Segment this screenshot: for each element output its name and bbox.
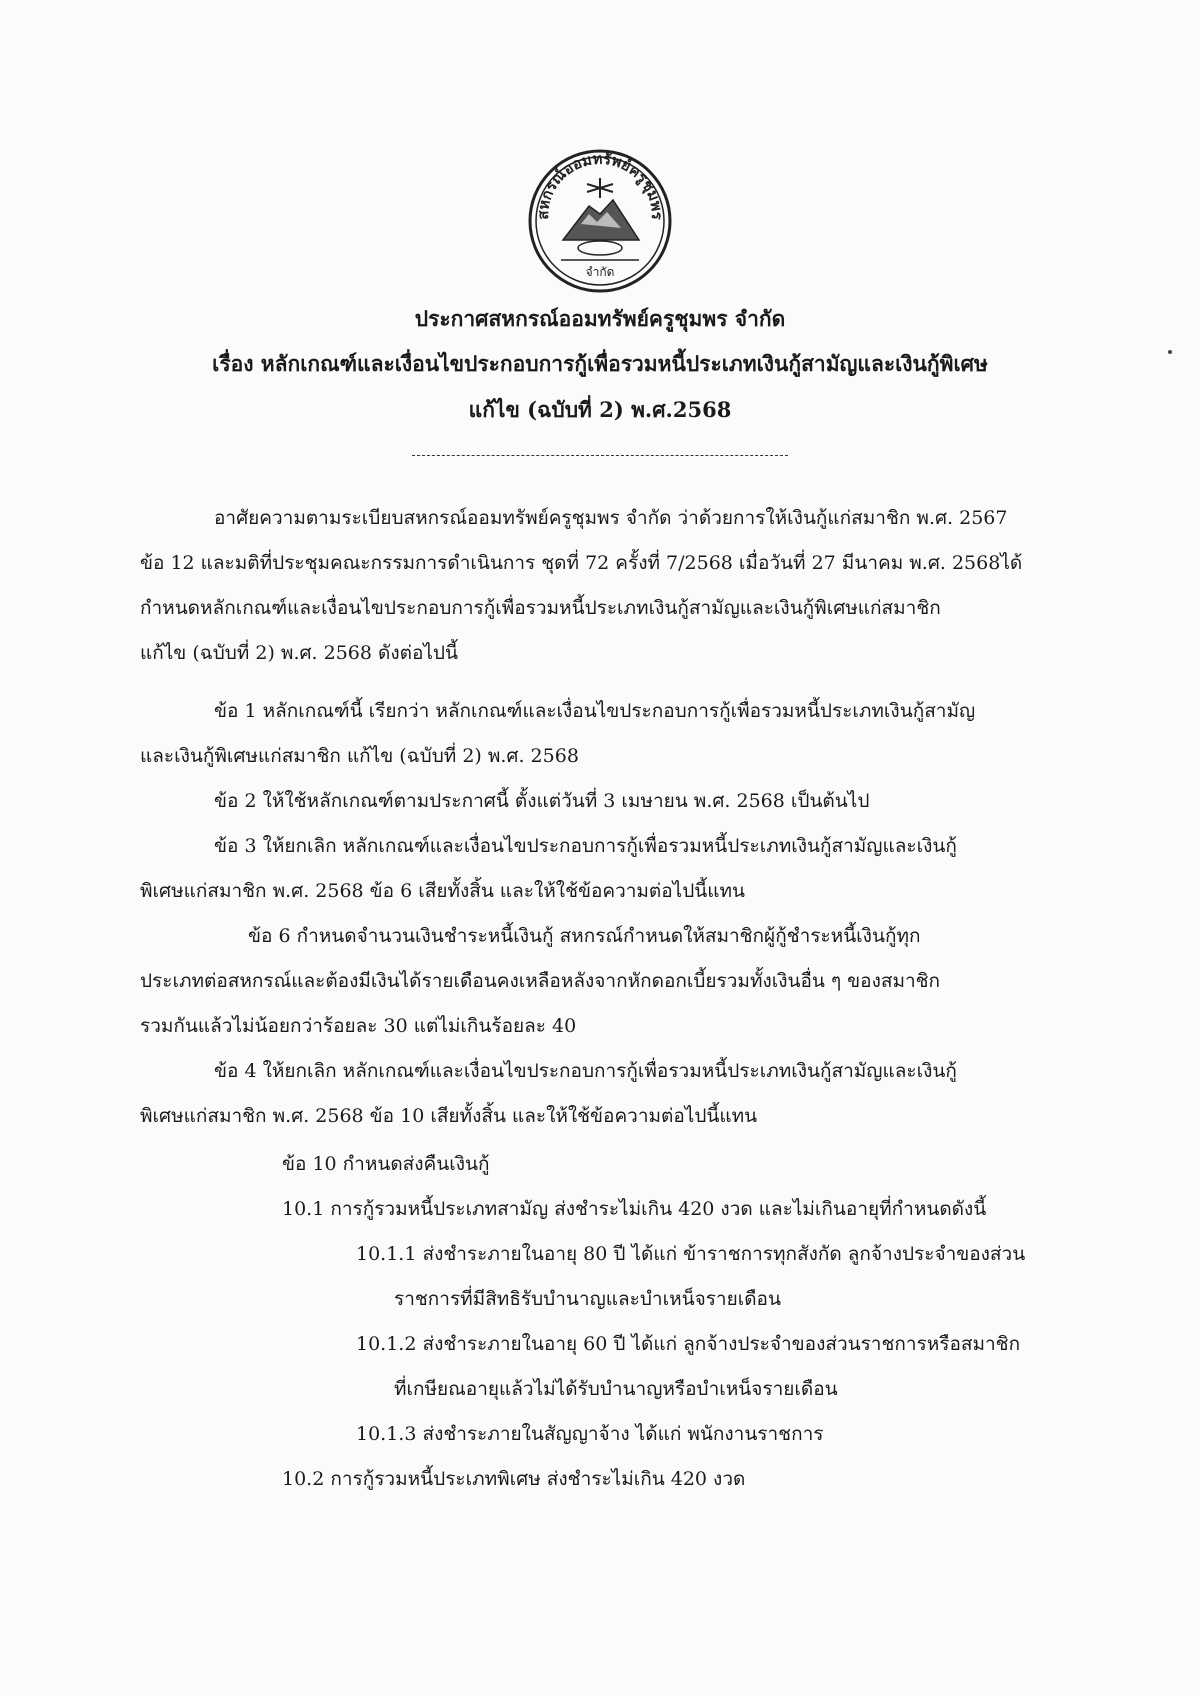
clause-10-1-1: 10.1.1 ส่งชำระภายในอายุ 80 ปี ได้แก่ ข้าราชการทุกสังกัด ลูกจ้างประจำของส่วน [356, 1243, 1026, 1265]
clause-6: ข้อ 6 กำหนดจำนวนเงินชำระหนี้เงินกู้ สหกรณ์กำหนดให้สมาชิกผู้กู้ชำระหนี้เงินกู้ทุก [248, 925, 921, 947]
body-line: พิเศษแก่สมาชิก พ.ศ. 2568 ข้อ 10 เสียทั้งสิ้น และให้ใช้ข้อความต่อไปนี้แทน [140, 1105, 758, 1127]
clause-10-2: 10.2 การกู้รวมหนี้ประเภทพิเศษ ส่งชำระไม่เกิน 420 งวด [282, 1468, 746, 1490]
clause-10-1-3: 10.1.3 ส่งชำระภายในสัญญาจ้าง ได้แก่ พนักงานราชการ [356, 1423, 824, 1445]
body-line: อาศัยความตามระเบียบสหกรณ์ออมทรัพย์ครูชุมพร จำกัด ว่าด้วยการให้เงินกู้แก่สมาชิก พ.ศ. 2567 [214, 507, 1008, 529]
svg-text:จำกัด: จำกัด [585, 265, 615, 279]
body-line: และเงินกู้พิเศษแก่สมาชิก แก้ไข (ฉบับที่ 2) พ.ศ. 2568 [140, 745, 579, 767]
clause-10-1-2: 10.1.2 ส่งชำระภายในอายุ 60 ปี ได้แก่ ลูกจ้างประจำของส่วนราชการหรือสมาชิก [356, 1333, 1021, 1355]
announcement-subject: เรื่อง หลักเกณฑ์และเงื่อนไขประกอบการกู้เพื่อรวมหนี้ประเภทเงินกู้สามัญและเงินกู้พิเศษ [212, 351, 988, 376]
clause-10-1: 10.1 การกู้รวมหนี้ประเภทสามัญ ส่งชำระไม่เกิน 420 งวด และไม่เกินอายุที่กำหนดดังนี้ [282, 1198, 987, 1220]
body-line: ที่เกษียณอายุแล้วไม่ได้รับบำนาญหรือบำเหน็จรายเดือน [394, 1378, 838, 1400]
clause-4: ข้อ 4 ให้ยกเลิก หลักเกณฑ์และเงื่อนไขประกอบการกู้เพื่อรวมหนี้ประเภทเงินกู้สามัญและเงินกู้ [214, 1060, 957, 1082]
body-line: ประเภทต่อสหกรณ์และต้องมีเงินได้รายเดือนคงเหลือหลังจากหักดอกเบี้ยรวมทั้งเงินอื่น ๆ ของสมาชิก [140, 970, 941, 992]
clause-2: ข้อ 2 ให้ใช้หลักเกณฑ์ตามประกาศนี้ ตั้งแต่วันที่ 3 เมษายน พ.ศ. 2568 เป็นต้นไป [214, 790, 870, 812]
scan-speck [1168, 350, 1172, 354]
body-line: แก้ไข (ฉบับที่ 2) พ.ศ. 2568 ดังต่อไปนี้ [140, 642, 458, 664]
clause-10: ข้อ 10 กำหนดส่งคืนเงินกู้ [282, 1153, 490, 1175]
svg-text:สหกรณ์ออมทรัพย์ครูชุมพร: สหกรณ์ออมทรัพย์ครูชุมพร [533, 149, 667, 220]
announcement-revision: แก้ไข (ฉบับที่ 2) พ.ศ.2568 [468, 397, 732, 422]
clause-1: ข้อ 1 หลักเกณฑ์นี้ เรียกว่า หลักเกณฑ์และเงื่อนไขประกอบการกู้เพื่อรวมหนี้ประเภทเงินกู้สามัญ [214, 700, 976, 722]
body-line: ราชการที่มีสิทธิรับบำนาญและบำเหน็จรายเดือน [394, 1288, 781, 1310]
clause-3: ข้อ 3 ให้ยกเลิก หลักเกณฑ์และเงื่อนไขประกอบการกู้เพื่อรวมหนี้ประเภทเงินกู้สามัญและเงินกู้ [214, 835, 957, 857]
cooperative-seal-icon [527, 148, 673, 294]
body-line: รวมกันแล้วไม่น้อยกว่าร้อยละ 30 แต่ไม่เกินร้อยละ 40 [140, 1015, 577, 1037]
body-line: พิเศษแก่สมาชิก พ.ศ. 2568 ข้อ 6 เสียทั้งสิ้น และให้ใช้ข้อความต่อไปนี้แทน [140, 880, 746, 902]
heading-divider [412, 455, 788, 456]
body-line: ข้อ 12 และมติที่ประชุมคณะกรรมการดำเนินการ ชุดที่ 72 ครั้งที่ 7/2568 เมื่อวันที่ 27 มีนาคม พ.ศ. 2568ได้ [140, 552, 1023, 574]
body-line: กำหนดหลักเกณฑ์และเงื่อนไขประกอบการกู้เพื่อรวมหนี้ประเภทเงินกู้สามัญและเงินกู้พิเศษแก่สมาชิก [140, 597, 941, 619]
announcement-title: ประกาศสหกรณ์ออมทรัพย์ครูชุมพร จำกัด [414, 306, 786, 331]
